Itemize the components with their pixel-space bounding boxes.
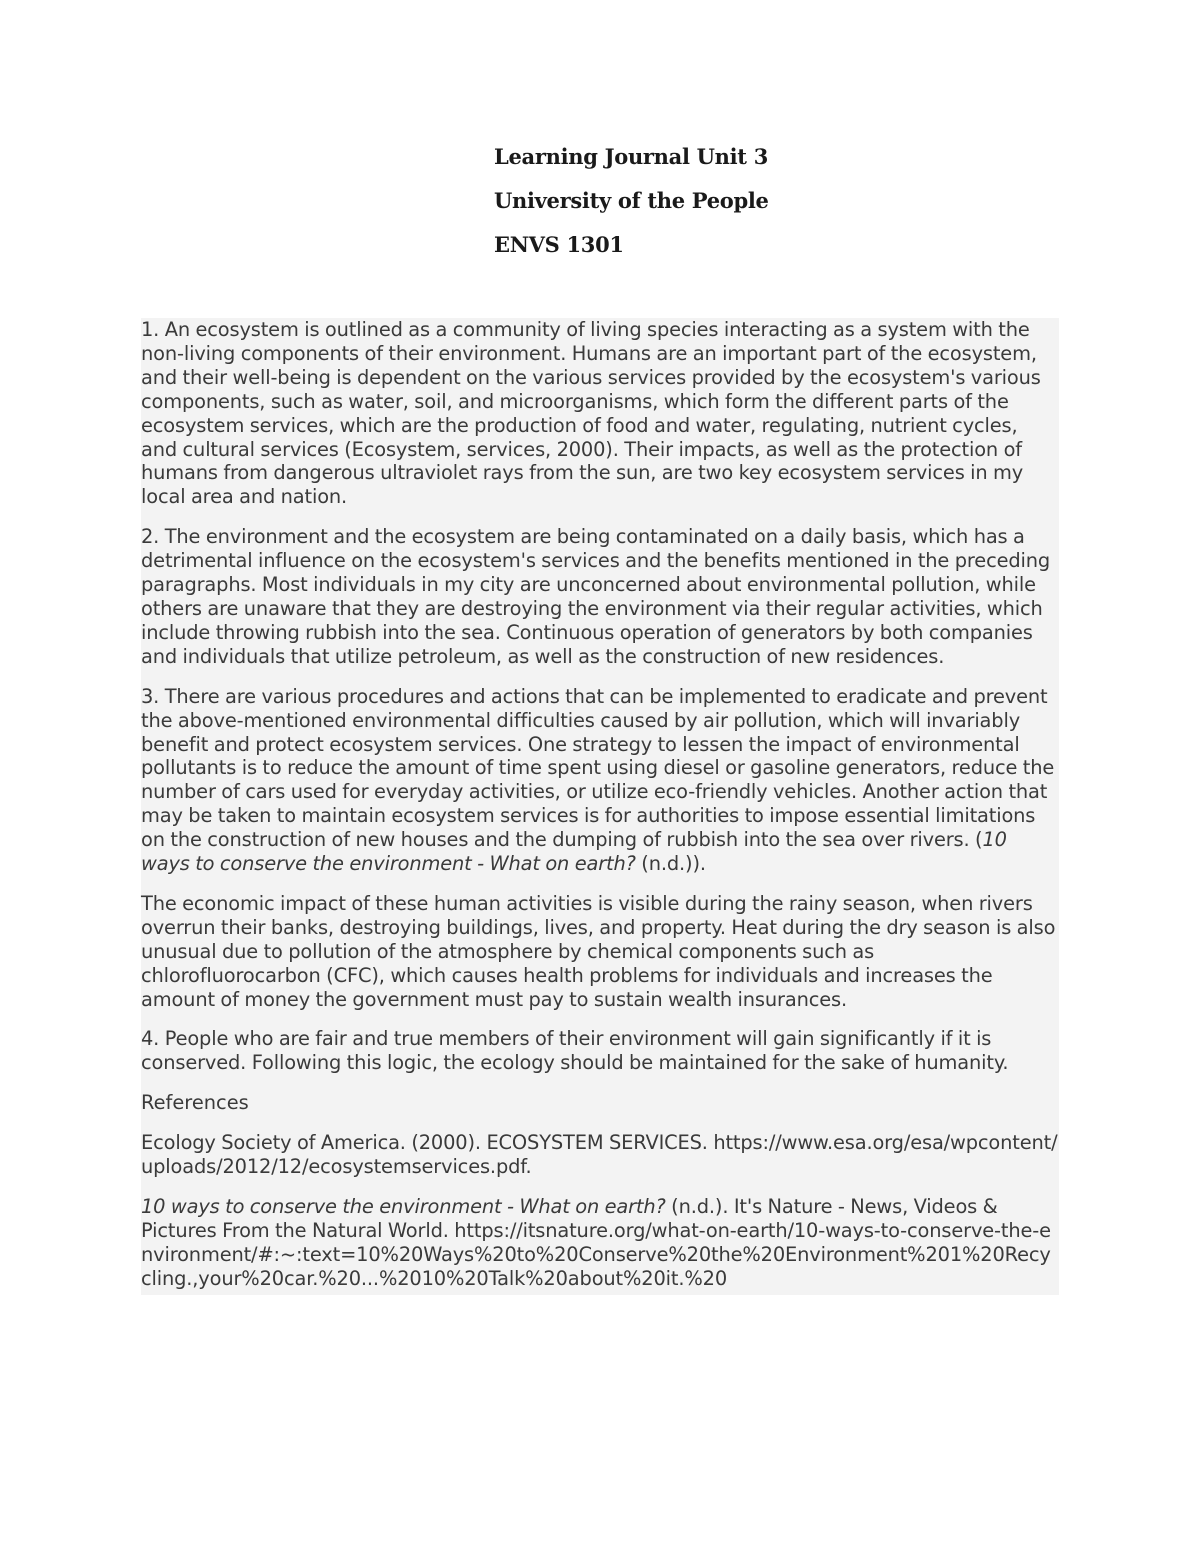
course-code: ENVS 1301: [494, 232, 624, 257]
answer-paragraph-1: 1. An ecosystem is outlined as a community of living species interacting as a system with the non-living components of their environment. Humans are an important part of the ecosystem, and their well-being is dependent on the various services provided by the ecosystem's various components, such as water, soil, and microorganisms, which form the different parts of the ecosystem services, which are the production of food and water, regulating, nutrient cycles, and cultural services (Ecosystem, services, 2000). Their impacts, as well as the protection of humans from dangerous ultraviolet rays from the sun, are two key ecosystem services in my local area and nation.: [141, 318, 1041, 509]
economic-impact-paragraph: The economic impact of these human activities is visible during the rainy season, when rivers overrun their banks, destroying buildings, lives, and property. Heat during the dry season is also unusual due to pollution of the atmosphere by chemical components such as chlorofluorocarbon (CFC), which causes health problems for individuals and increases the amount of money the government must pay to sustain wealth insurances.: [141, 891, 1056, 1011]
answer-paragraph-2: 2. The environment and the ecosystem are being contaminated on a daily basis, which has a detrimental influence on the ecosystem's services and the benefits mentioned in the preceding paragraphs. Most individuals in my city are unconcerned about environmental pollution, while others are unaware that they are destroying the environment via their regular activities, which include throwing rubbish into the sea. Continuous operation of generators by both companies and individuals that utilize petroleum, as well as the construction of new residences.: [141, 525, 1051, 668]
references-heading: References: [141, 1091, 249, 1115]
reference-1-text: Ecology Society of America. (2000). ECOSYSTEM SERVICES.: [141, 1131, 714, 1155]
reference-entry-1: [141, 1131, 1059, 1179]
answer-paragraph-4: 4. People who are fair and true members of their environment will gain significantly if it is conserved. Following this logic, the ecology should be maintained for the sake of humanity.: [141, 1027, 1009, 1075]
paragraph-3-citation-title: 10 ways to conserve the environment - What on earth?: [141, 828, 1007, 876]
answer-paragraph-3: [141, 685, 1059, 876]
journal-body: [141, 318, 1059, 1295]
institution-name: University of the People: [494, 188, 769, 213]
reference-entry-2: [141, 1195, 1059, 1291]
document-title: Learning Journal Unit 3: [494, 144, 769, 169]
reference-2-title: 10 ways to conserve the environment - What on earth?: [141, 1195, 666, 1218]
title-block: [494, 140, 1054, 272]
reference-2-url[interactable]: https://itsnature.org/what-on-earth/10-ways-to-conserve-the-environment/#:~:text=10%20Ways%20to%20Conserve%20the%20Environment%201%20Recycling.,your%20car.%20...%2010%20Talk%20about%20it.%20: [141, 1218, 1051, 1290]
reference-1-url[interactable]: https://www.esa.org/esa/wpcontent/uploads/2012/12/ecosystemservices.pdf.: [141, 1131, 1058, 1179]
paragraph-3-citation-tail: (n.d.)).: [635, 852, 706, 876]
reference-2-text: (n.d.). It's Nature - News, Videos & Pictures From the Natural World.: [141, 1195, 998, 1242]
paragraph-3-text: 3. There are various procedures and actions that can be implemented to eradicate and prevent the above-mentioned environmental difficulties caused by air pollution, which will invariably benefit and protect ecosystem services. One strategy to lessen the impact of environmental pollutants is to reduce the amount of time spent using diesel or gasoline generators, reduce the number of cars used for everyday activities, or utilize eco-friendly vehicles. Another action that may be taken to maintain ecosystem services is for authorities to impose essential limitations on the construction of new houses and the dumping of rubbish into the sea over rivers. (: [141, 684, 1055, 852]
